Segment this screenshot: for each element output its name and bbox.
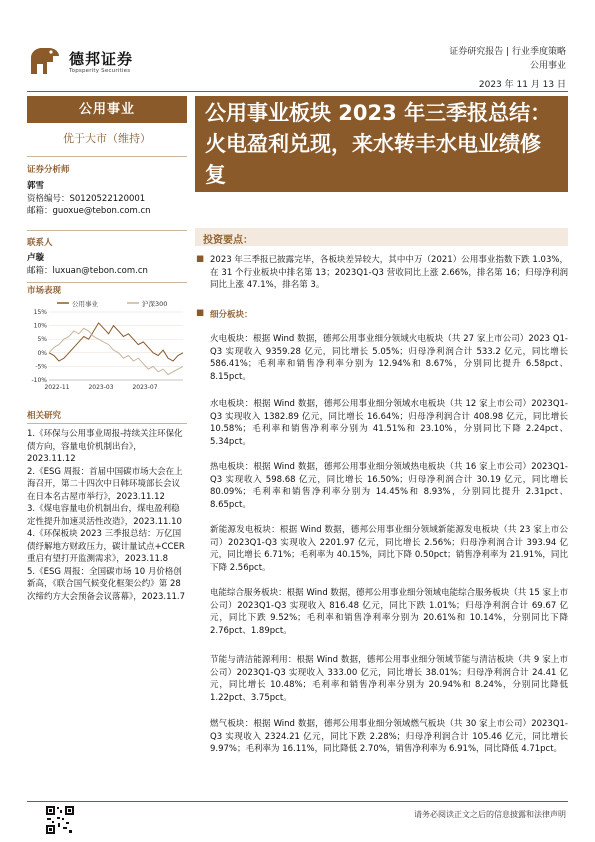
series-line [49,323,183,361]
legend-label: 沪深300 [142,300,168,308]
y-tick-label: 0% [37,349,47,357]
analyst-name: 郭雪 [27,181,45,191]
sector-paragraph: 热电板块：根据 Wind 数据，德邦公用事业细分领域热电板块（共 16 家上市公司）2023Q1-Q3 实现收入 598.68 亿元，同比增长 16.50%；归母净利润合计 30.19 亿元，同比增长 80.09%；毛利率和销售净利率分别为 14.45%和 8.93%，分别同比提升 2.31pct、8.65pct。 [210,462,568,510]
bullet-icon: ■ [196,308,205,318]
sector-paragraph: 电能综合服务板块：根据 Wind 数据，德邦公用事业细分领域电能综合服务板块（共 15 家上市公司）2023Q1-Q3 实现收入 816.48 亿元，同比下跌 1.01%；归母净利润合计 69.67 亿元，同比下跌 9.52%；毛利率和销售净利率分别为 20.61%和 10.14%，分别同比下降 2.76pct、1.89pct。 [210,588,568,636]
contact-email[interactable]: 邮箱：luxuan@tebon.com.cn [27,266,148,276]
sidebar-divider [27,282,187,283]
x-tick-label: 2023-03 [88,384,114,391]
brand-mark-icon [27,44,63,78]
rating-label: 优于大市（维持） [63,132,151,145]
report-industry: 公用事业 [529,61,566,71]
sector-paragraph: 节能与清洁能源利用：根据 Wind 数据，德邦公用事业细分领域节能与清洁板块（共 9 家上市公司）2023Q1-Q3 实现收入 333.00 亿元，同比增长 38.01%；归母净利润合计 24.41 亿元，同比增长 10.48%；毛利率和销售净利率分别为 20.94%和 8.24%，分别同比降低 1.22pct、3.75pct。 [210,655,568,703]
sidebar-divider [27,230,187,231]
brand-name-cn: 德邦证券 [69,50,134,68]
related-item[interactable]: 1.《环保与公用事业周报-持续关注环保化债方向，容量电价机制出台》，2023.11.12 [27,429,183,464]
industry-banner: 公用事业 [27,96,187,123]
footer-divider [27,801,568,802]
brand-name-en: Topsperity Securities [69,68,131,74]
brand-logo [27,44,227,80]
key-points-label: 投资要点： [203,235,253,246]
sector-paragraph: 燃气板块：根据 Wind 数据，德邦公用事业细分领域燃气板块（共 30 家上市公司）2023Q1-Q3 实现收入 2324.21 亿元，同比下跌 2.28%；归母净利润合计 105.46 亿元，同比增长 9.97%；毛利率为 16.11%，同比降低 2.70%，销售净利率为 6.91%，同比降低 4.71pct。 [210,719,568,754]
header-divider [27,91,568,92]
key-points-summary: 2023 年三季报已披露完毕，各板块差异较大，其中中万（2021）公用事业指数下跌 1.03%，在 31 个行业板块中排名第 13；2023Q1-Q3 营收同比上涨 2.66%，排名第 16；归母净利润同比上涨 47.1%，排名第 3。 [210,255,568,290]
contact-name: 卢璇 [27,253,45,263]
footer-disclaimer[interactable]: 请务必阅读正文之后的信息披露和法律声明 [414,810,566,819]
sub-sectors-label: 细分板块： [210,310,253,320]
y-tick-label: 15% [33,309,47,316]
related-section-label: 相关研究 [27,408,187,424]
y-tick-label: 10% [33,322,47,330]
bullet-icon: ■ [196,254,205,264]
series-line [49,328,183,374]
qr-code-icon [45,805,75,835]
market-section-label: 市场表现 [27,286,62,296]
report-date: 2023 年 11 月 13 日 [478,80,566,90]
market-chart-svg [27,296,187,396]
analyst-email[interactable]: 邮箱：guoxue@tebon.com.cn [27,206,151,216]
related-item[interactable]: 4.《环保板块 2023 三季报总结：万亿国债纾解地方财政压力，碳计量试点+CCER 重启有望打开监测需求》，2023.11.8 [27,529,185,564]
related-research [27,408,187,603]
related-item[interactable]: 2.《ESG 周报：首届中国碳市场大会在上海召开，第二十四次中日韩环境部长会议在日本名古屋市举行》，2023.11.12 [27,466,183,502]
x-tick-label: 2022-11 [44,384,70,391]
sector-paragraph: 火电板块：根据 Wind 数据，德邦公用事业细分领域火电板块（共 27 家上市公司）2023 Q1-Q3 实现收入 9359.28 亿元，同比增长 5.05%；归母净利润合计 533.2 亿元，同比增长 586.41%；毛利率和销售净利率分别为 12.94%和 8.67%，分别同比提升 6.58pct、8.15pct。 [210,334,568,382]
market-chart [27,296,187,396]
sidebar-divider [27,156,187,157]
analyst-cert: 资格编号：S0120522120001 [27,194,146,204]
x-tick-label: 2023-07 [132,384,158,391]
legend-label: 公用事业 [72,300,98,308]
report-category: 证券研究报告 | 行业季度策略 [449,47,566,57]
contact-section-label: 联系人 [27,238,53,248]
y-tick-label: 5% [37,336,47,344]
analyst-section-label: 证券分析师 [27,165,70,175]
related-item[interactable]: 3.《煤电容量电价机制出台，煤电盈利稳定性提升加速灵活性改造》，2023.11.10 [27,504,182,527]
report-title: 公用事业板块 2023 年三季报总结：火电盈利兑现，来水转丰水电业绩修复 [195,96,568,192]
y-tick-label: -5% [35,363,47,371]
sector-paragraph: 新能源发电板块：根据 Wind 数据，德邦公用事业细分领域新能源发电板块（共 23 家上市公司）2023Q1-Q3 实现收入 2201.97 亿元，同比增长 2.56%；归母净利润合计 393.94 亿元，同比增长 6.71%；毛利率为 40.15%，同比下降 0.50pct；销售净利率为 21.91%，同比下降 2.56pct。 [210,525,568,573]
related-item[interactable]: 5.《ESG 周报：全国碳市场 10 月价格创新高，《联合国气候变化框架公约》第 28 次缔约方大会预备会议落幕》，2023.11.7 [27,566,186,602]
sector-paragraph: 水电板块：根据 Wind 数据，德邦公用事业细分领域水电板块（共 12 家上市公司）2023Q1-Q3 实现收入 1382.89 亿元，同比增长 16.64%；归母净利润合计 408.98 亿元，同比增长 10.58%；毛利率和销售净利率分别为 41.51%和 23.10%，分别同比下降 2.24pct、5.34pct。 [210,399,568,447]
y-tick-label: -10% [31,377,47,384]
